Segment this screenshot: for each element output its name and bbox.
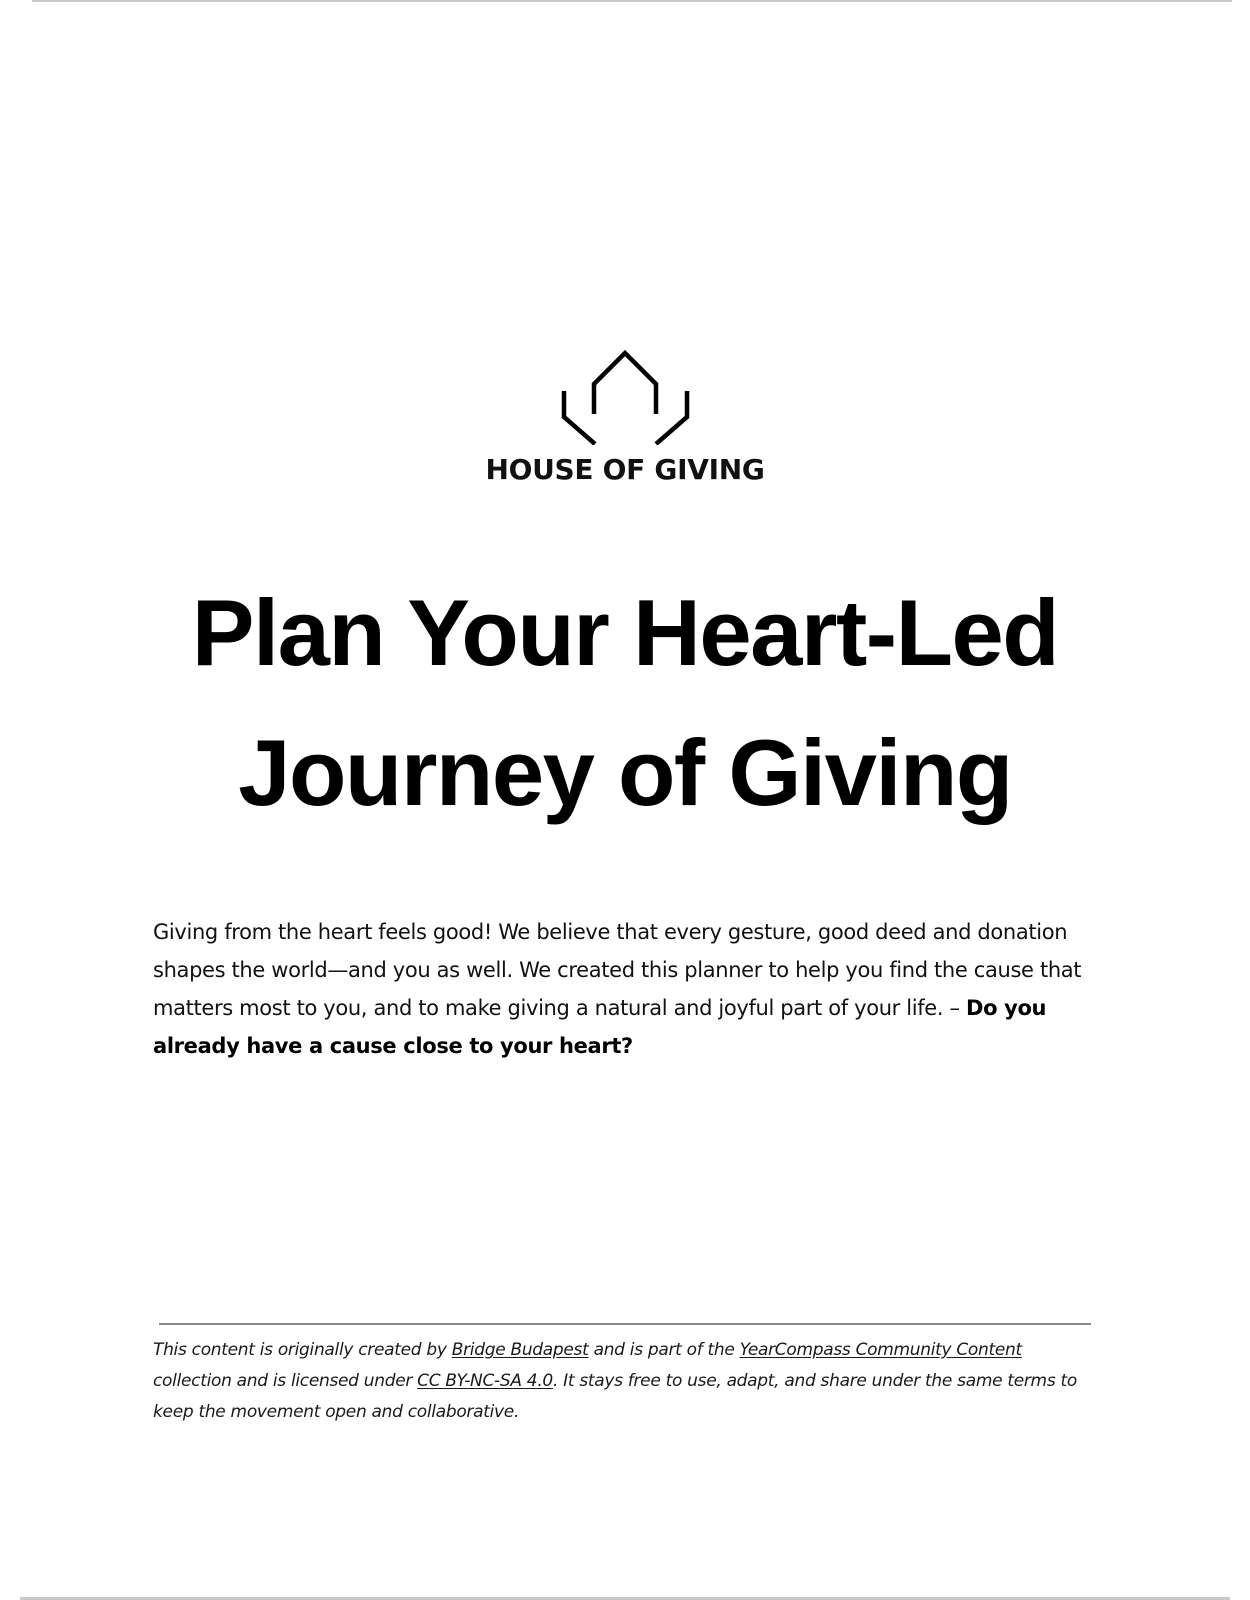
link-cc-license[interactable]: CC BY-NC-SA 4.0 bbox=[417, 1371, 553, 1391]
intro-paragraph bbox=[153, 913, 1103, 1065]
license-note bbox=[153, 1335, 1093, 1428]
license-text-1: This content is originally created by bbox=[153, 1340, 452, 1360]
footer-divider bbox=[159, 1323, 1091, 1325]
license-text-2: and is part of the bbox=[588, 1340, 740, 1360]
logo bbox=[0, 345, 1250, 445]
intro-question: Do you already have a cause close to your heart? bbox=[153, 996, 1047, 1058]
title-line-1: Plan Your Heart-Led bbox=[191, 580, 1059, 685]
link-yearcompass-community-content[interactable]: YearCompass Community Content bbox=[739, 1340, 1022, 1360]
license-text-4: . It stays free to use, adapt, and share under the same terms to keep the movement open and collaborative. bbox=[153, 1371, 1077, 1422]
page-edge-top bbox=[32, 0, 1232, 2]
house-of-giving-logo-icon bbox=[555, 345, 695, 445]
link-bridge-budapest[interactable]: Bridge Budapest bbox=[451, 1340, 589, 1360]
intro-text: Giving from the heart feels good! We believe that every gesture, good deed and donation shapes the world—and you as well. We created this planner to help you find the cause that matters most to you, and to make giving a natural and joyful part of your life. – bbox=[153, 920, 1082, 1020]
license-text-3: collection and is licensed under bbox=[153, 1371, 418, 1391]
title-line-2: Journey of Giving bbox=[238, 720, 1012, 825]
page-title bbox=[0, 563, 1250, 843]
brand-name: HOUSE OF GIVING bbox=[485, 453, 765, 486]
